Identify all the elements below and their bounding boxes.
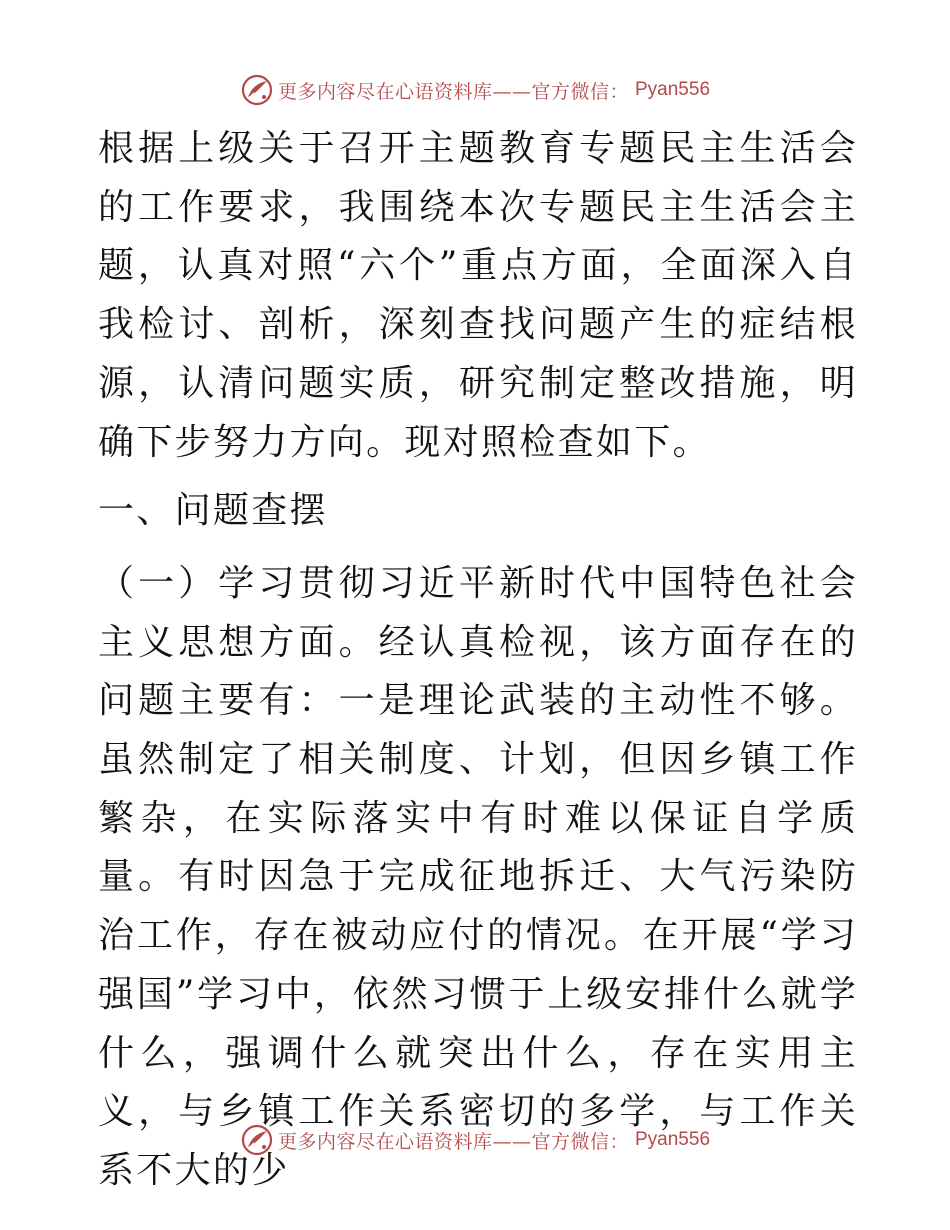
intro-paragraph: 根据上级关于召开主题教育专题民主生活会的工作要求，我围绕本次专题民主生活会主题，认真对照“六个”重点方面，全面深入自我检讨、剖析，深刻查找问题产生的症结根源，认清问题实质，研究制定整改措施，明确下步努力方向。现对照检查如下。: [98, 128, 858, 463]
pen-seal-icon: [240, 1123, 274, 1157]
watermark-wechat-id: Pyan556: [635, 79, 711, 100]
watermark-text: 更多内容尽在心语资料库——官方微信：: [277, 1130, 629, 1153]
watermark-wechat-id: Pyan556: [635, 1129, 711, 1150]
section-heading: 一、问题查摆: [98, 490, 328, 532]
subsection-paragraph: （一）学习贯彻习近平新时代中国特色社会主义思想方面。经认真检视，该方面存在的问题主要有：一是理论武装的主动性不够。虽然制定了相关制度、计划，但因乡镇工作繁杂，在实际落实中有时难以保证自学质量。有时因急于完成征地拆迁、大气污染防治工作，存在被动应付的情况。在开展“学习强国”学习中，依然习惯于上级安排什么就学什么，强调什么就突出什么，存在实用主义，与乡镇工作关系密切的多学，与工作关系不大的少: [98, 562, 858, 1191]
footer-watermark-banner: [0, 1120, 950, 1160]
watermark-text: 更多内容尽在心语资料库——官方微信：: [277, 80, 629, 103]
pen-seal-icon: [240, 73, 274, 107]
document-body: [98, 120, 858, 1201]
header-watermark-banner: [0, 70, 950, 110]
